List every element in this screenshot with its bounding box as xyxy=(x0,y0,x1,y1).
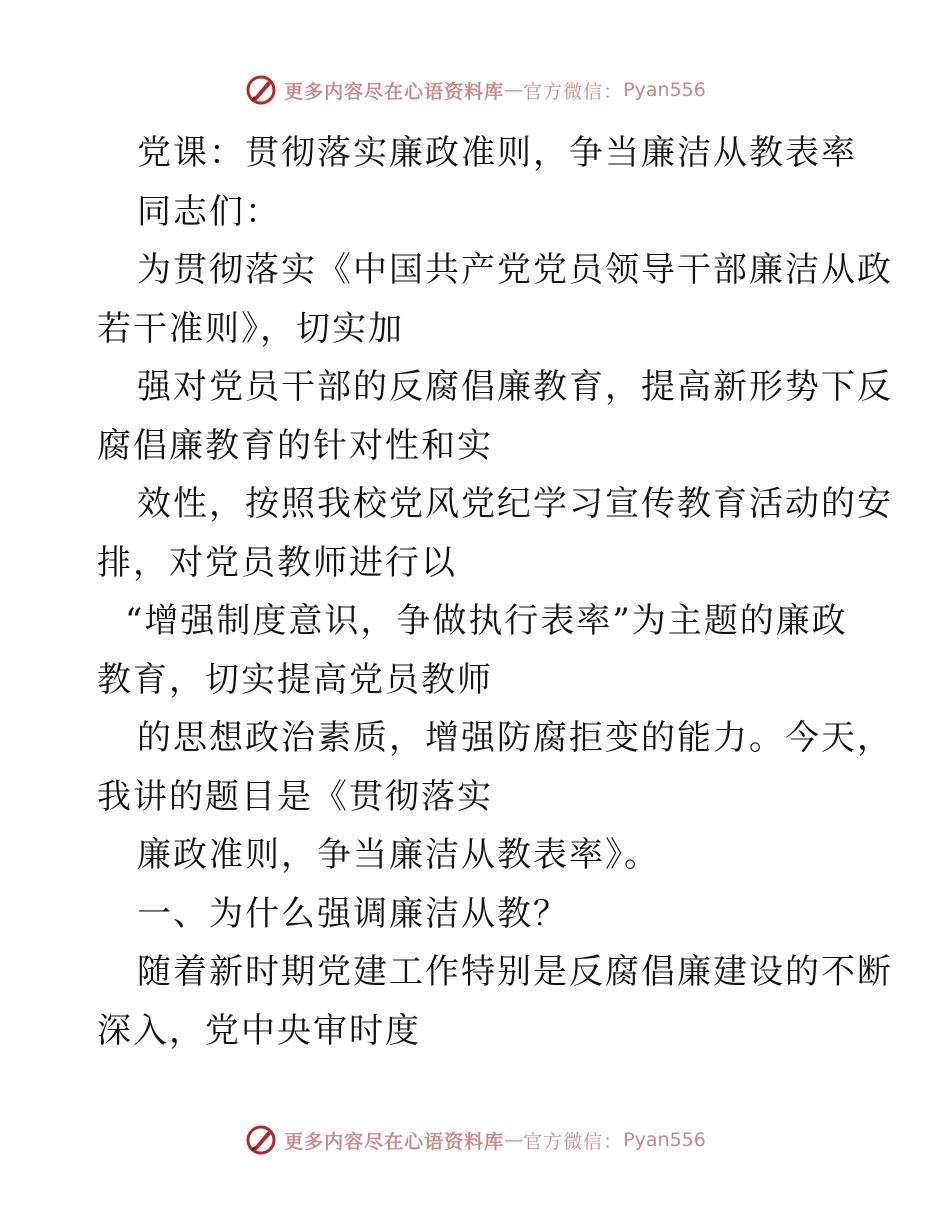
section-heading: 一、为什么强调廉洁从教？ xyxy=(137,893,569,934)
paragraph-line: 为贯彻落实《中国共产党党员领导干部廉洁从政 xyxy=(137,250,893,290)
paragraph-line: 效性，按照我校党风党纪学习宣传教育活动的安 xyxy=(137,484,893,524)
paragraph-line: 深入，党中央审时度 xyxy=(97,1010,421,1051)
paragraph-line: 若干准则》，切实加 xyxy=(97,308,404,349)
paragraph-line: 的思想政治素质，增强防腐拒变的能力。今天， xyxy=(137,718,893,758)
footer-wechat-label: 官方微信： xyxy=(523,1130,624,1153)
footer-wechat-id: Pyan556 xyxy=(623,1129,706,1151)
salutation: 同志们： xyxy=(137,191,281,232)
paragraph-line: 强对党员干部的反腐倡廉教育，提高新形势下反 xyxy=(137,367,893,407)
footer-dash: — xyxy=(504,1129,524,1151)
header-wechat-label: 官方微信： xyxy=(523,80,624,103)
document-title: 党课：贯彻落实廉政准则，争当廉洁从教表率 xyxy=(137,133,857,173)
paragraph-line: 随着新时期党建工作特别是反腐倡廉建设的不断 xyxy=(137,952,893,992)
header-dash: — xyxy=(504,79,524,101)
header-watermark-banner xyxy=(0,70,950,110)
paragraph-line: 教育，切实提高党员教师 xyxy=(97,659,493,700)
document-body xyxy=(97,124,893,1060)
footer-watermark-banner xyxy=(0,1120,950,1160)
paragraph-line: 排，对党员教师进行以 xyxy=(97,542,457,583)
footer-brand-text: 更多内容尽在心语资料库 xyxy=(284,1130,505,1153)
header-wechat-id: Pyan556 xyxy=(623,79,706,101)
paragraph-line: 廉政准则，争当廉洁从教表率》。 xyxy=(137,835,660,875)
paragraph-line: 我讲的题目是《贯彻落实 xyxy=(97,776,493,817)
quill-pen-logo-icon xyxy=(244,1123,278,1157)
quill-pen-logo-icon xyxy=(244,73,278,107)
paragraph-line: 腐倡廉教育的针对性和实 xyxy=(97,425,493,466)
header-brand-text: 更多内容尽在心语资料库 xyxy=(284,80,505,103)
paragraph-line: “增强制度意识，争做执行表率”为主题的廉政 xyxy=(125,601,848,641)
